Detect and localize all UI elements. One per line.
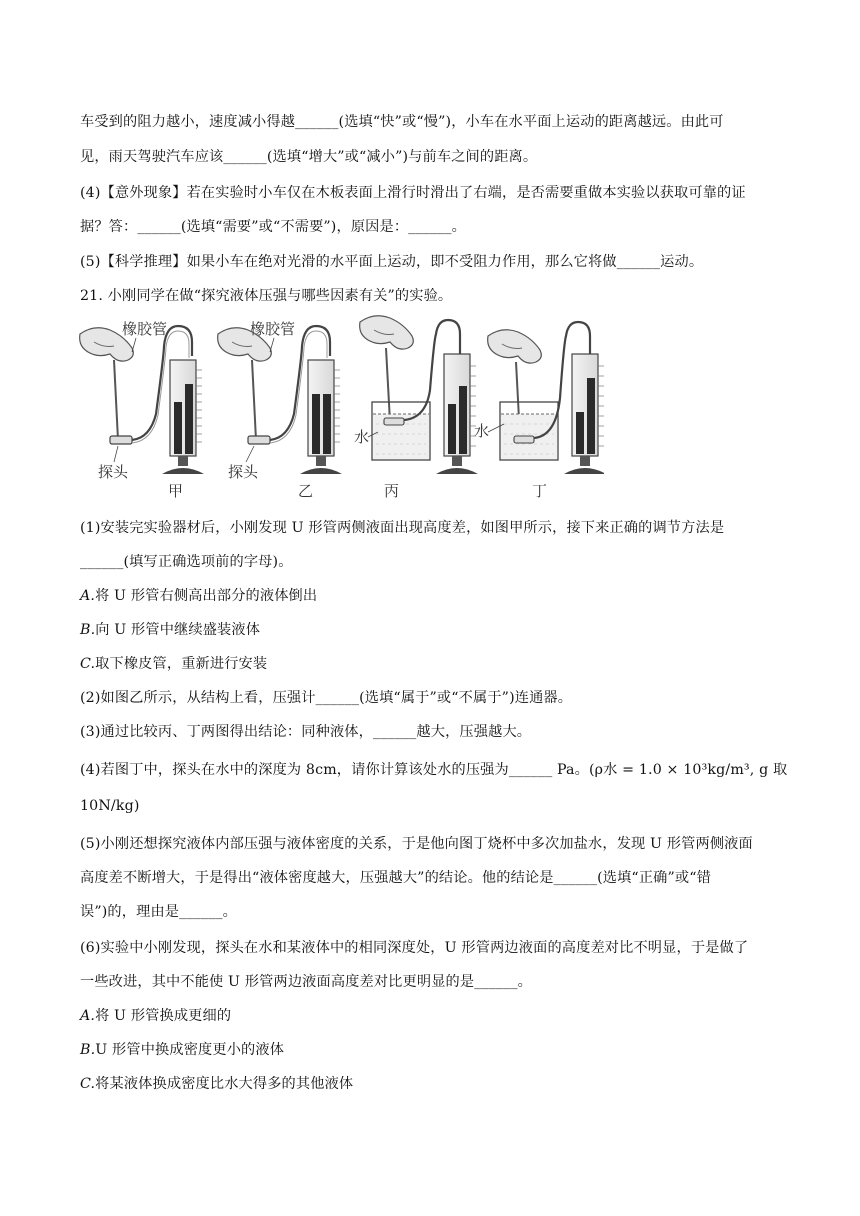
option-text: 将 U 形管换成更细的 (95, 1008, 232, 1024)
caption-bing: 丙 (384, 482, 400, 500)
rubber-tube-label-2: 橡胶管 (250, 320, 296, 338)
text-line-1: 车受到的阻力越小，速度减小得越______(选填“快”或“慢”)，小车在水平面上运动的距离越远。由此可 (80, 114, 724, 130)
experiment-figure (74, 312, 604, 507)
option-text: U 形管中换成密度更小的液体 (95, 1042, 285, 1058)
apparatus-jia (80, 320, 204, 500)
question-4-text: (4)【意外现象】若在实验时小车仅在木板表面上滑行时滑出了右端，是否需要重做本实验以获取可靠的证 (80, 185, 746, 201)
caption-ding: 丁 (532, 482, 548, 500)
q4-text: (4)若图丁中，探头在水中的深度为 8cm，请你计算该处水的压强为______ Pa。(ρ水 = 1.0 × 10³kg/m³, g 取 (80, 762, 788, 778)
question-4-text-cont: 据？答：______(选填“需要”或“不需要”)，原因是：______。 (80, 219, 466, 235)
caption-jia: 甲 (168, 482, 184, 500)
option-text: 取下橡皮管，重新进行安装 (95, 656, 268, 672)
q5-text: (5)小刚还想探究液体内部压强与液体密度的关系，于是他向图丁烧杯中多次加盐水，发现 U 形管两侧液面 (80, 836, 753, 852)
q4-text-cont: 10N/kg) (80, 798, 140, 814)
q6-text-cont: 一些改进，其中不能使 U 形管两边液面高度差对比更明显的是______。 (80, 974, 533, 990)
option-letter: C. (80, 1076, 96, 1092)
q6-text: (6)实验中小刚发现，探头在水和某液体中的相同深度处，U 形管两边液面的高度差对比不明显，于是做了 (80, 940, 749, 956)
q6-option-a (80, 1006, 231, 1026)
caption-yi: 乙 (298, 482, 314, 500)
q1-option-a (80, 586, 317, 606)
q2-text: (2)如图乙所示，从结构上看，压强计______(选填“属于”或“不属于”)连通器。 (80, 690, 573, 706)
option-letter: A. (80, 588, 96, 604)
option-text: 向 U 形管中继续盛装液体 (95, 622, 261, 638)
q6-option-b (80, 1040, 284, 1060)
q1-text: (1)安装完实验器材后，小刚发现 U 形管两侧液面出现高度差，如图甲所示，接下来正确的调节方法是 (80, 520, 725, 536)
water-label-4: 水 (474, 422, 490, 440)
text-line-2: 见，雨天驾驶汽车应该______(选填“增大”或“减小”)与前车之间的距离。 (80, 149, 538, 165)
q6-option-c (80, 1074, 353, 1094)
water-label-3: 水 (354, 428, 370, 446)
option-letter: A. (80, 1008, 96, 1024)
probe-label-1: 探头 (98, 463, 129, 481)
apparatus-bing (354, 316, 478, 500)
q1-option-c (80, 654, 267, 674)
rubber-tube-label-1: 橡胶管 (122, 320, 168, 338)
apparatus-ding (474, 322, 604, 500)
q5-text-cont-1: 高度差不断增大，于是得出“液体密度越大，压强越大”的结论。他的结论是______(选填“正确”或“错 (80, 870, 711, 886)
option-letter: B. (80, 1042, 96, 1058)
q5-text-cont-2: 误”)的，理由是______。 (80, 904, 237, 920)
q1-option-b (80, 620, 260, 640)
option-letter: B. (80, 622, 96, 638)
question-5-text: (5)【科学推理】如果小车在绝对光滑的水平面上运动，即不受阻力作用，那么它将做______运动。 (80, 254, 704, 270)
question-21-title: 21. 小刚同学在做“探究液体压强与哪些因素有关”的实验。 (80, 288, 453, 304)
q1-text-cont: ______(填写正确选项前的字母)。 (80, 554, 293, 570)
option-text: 将某液体换成密度比水大得多的其他液体 (95, 1076, 354, 1092)
q3-text: (3)通过比较丙、丁两图得出结论：同种液体，______越大，压强越大。 (80, 724, 532, 740)
apparatus-yi (218, 320, 342, 500)
option-text: 将 U 形管右侧高出部分的液体倒出 (95, 588, 318, 604)
option-letter: C. (80, 656, 96, 672)
probe-label-2: 探头 (228, 463, 259, 481)
